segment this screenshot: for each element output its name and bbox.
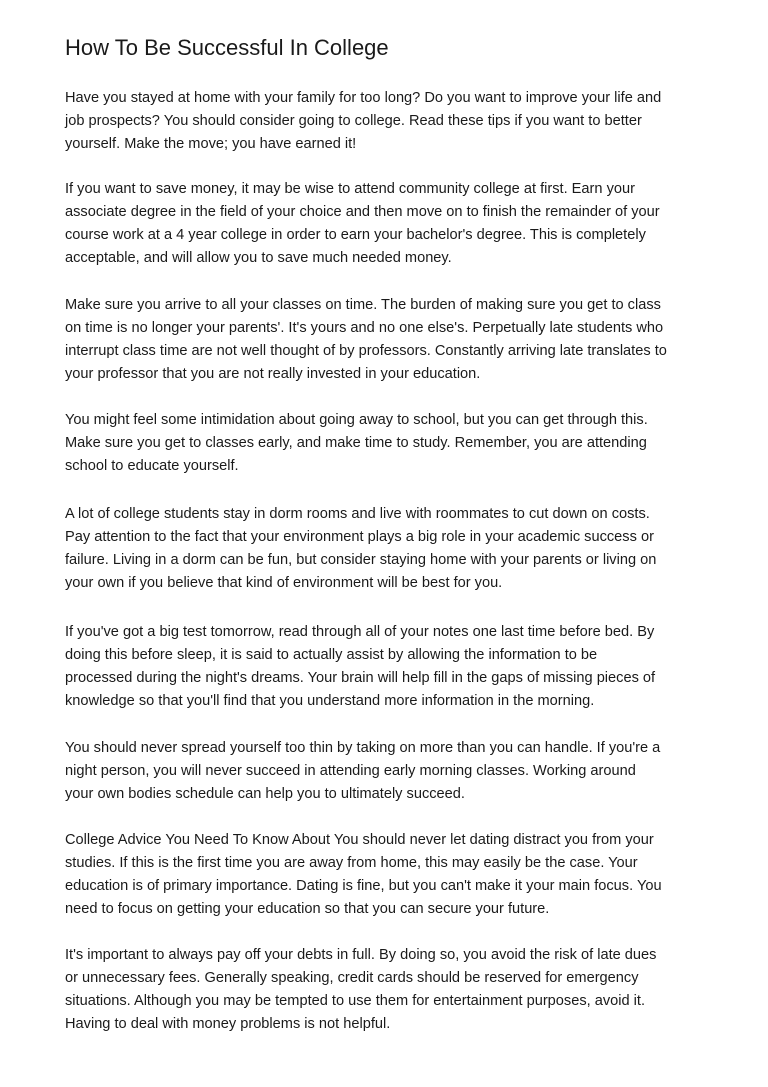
- paragraph-9: [65, 944, 656, 1036]
- page-title: How To Be Successful In College: [65, 35, 389, 60]
- text-line: It's important to always pay off your debts in full. By doing so, you avoid the risk of late dues: [65, 947, 657, 963]
- paragraph-8: [65, 829, 662, 921]
- text-line: doing this before sleep, it is said to actually assist by allowing the information to be: [65, 647, 598, 663]
- text-line: associate degree in the field of your choice and then move on to finish the remainder of your: [65, 204, 660, 220]
- text-line: school to educate yourself.: [65, 458, 239, 474]
- text-line: Pay attention to the fact that your environment plays a big role in your academic success or: [65, 529, 654, 545]
- text-line: job prospects? You should consider going to college. Read these tips if you want to better: [65, 113, 642, 129]
- paragraph-7: [65, 737, 660, 806]
- text-line: interrupt class time are not well thought of by professors. Constantly arriving late translates to: [65, 343, 667, 359]
- text-line: If you want to save money, it may be wise to attend community college at first. Earn your: [65, 181, 635, 197]
- text-line: yourself. Make the move; you have earned it!: [65, 136, 357, 152]
- text-line: If you've got a big test tomorrow, read through all of your notes one last time before bed. By: [65, 624, 655, 640]
- paragraph-5: [65, 503, 656, 595]
- text-line: your own bodies schedule can help you to ultimately succeed.: [65, 786, 465, 802]
- text-line: Make sure you arrive to all your classes on time. The burden of making sure you get to class: [65, 297, 661, 313]
- paragraph-4: [65, 409, 648, 478]
- text-line: studies. If this is the first time you are away from home, this may easily be the case. Your: [65, 855, 638, 871]
- text-line: on time is no longer your parents'. It's yours and no one else's. Perpetually late students who: [65, 320, 664, 336]
- text-line: your professor that you are not really invested in your education.: [65, 366, 481, 382]
- text-line: education is of primary importance. Dating is fine, but you can't make it your main focus. You: [65, 878, 662, 894]
- text-line: knowledge so that you'll find that you understand more information in the morning.: [65, 693, 595, 709]
- paragraph-1: [65, 87, 661, 156]
- text-line: Make sure you get to classes early, and make time to study. Remember, you are attending: [65, 435, 647, 451]
- text-line: night person, you will never succeed in attending early morning classes. Working around: [65, 763, 636, 779]
- paragraph-6: [65, 621, 655, 713]
- paragraph-2: [65, 178, 660, 270]
- text-line: or unnecessary fees. Generally speaking, credit cards should be reserved for emergency: [65, 970, 639, 986]
- text-line: College Advice You Need To Know About You should never let dating distract you from your: [65, 832, 654, 848]
- text-line: course work at a 4 year college in order to earn your bachelor's degree. This is completely: [65, 227, 646, 243]
- text-line: You should never spread yourself too thin by taking on more than you can handle. If you're a: [65, 740, 661, 756]
- text-line: A lot of college students stay in dorm rooms and live with roommates to cut down on costs.: [65, 506, 650, 522]
- text-line: failure. Living in a dorm can be fun, but consider staying home with your parents or living on: [65, 552, 657, 568]
- text-line: acceptable, and will allow you to save much needed money.: [65, 250, 452, 266]
- text-line: Having to deal with money problems is not helpful.: [65, 1016, 391, 1032]
- paragraph-3: [65, 294, 667, 386]
- text-line: You might feel some intimidation about going away to school, but you can get through this.: [65, 412, 648, 428]
- text-line: Have you stayed at home with your family for too long? Do you want to improve your life and: [65, 90, 662, 106]
- text-line: your own if you believe that kind of environment will be best for you.: [65, 575, 503, 591]
- text-line: situations. Although you may be tempted to use them for entertainment purposes, avoid it.: [65, 993, 646, 1009]
- text-line: processed during the night's dreams. Your brain will help fill in the gaps of missing pieces of: [65, 670, 656, 686]
- text-line: need to focus on getting your education so that you can secure your future.: [65, 901, 550, 917]
